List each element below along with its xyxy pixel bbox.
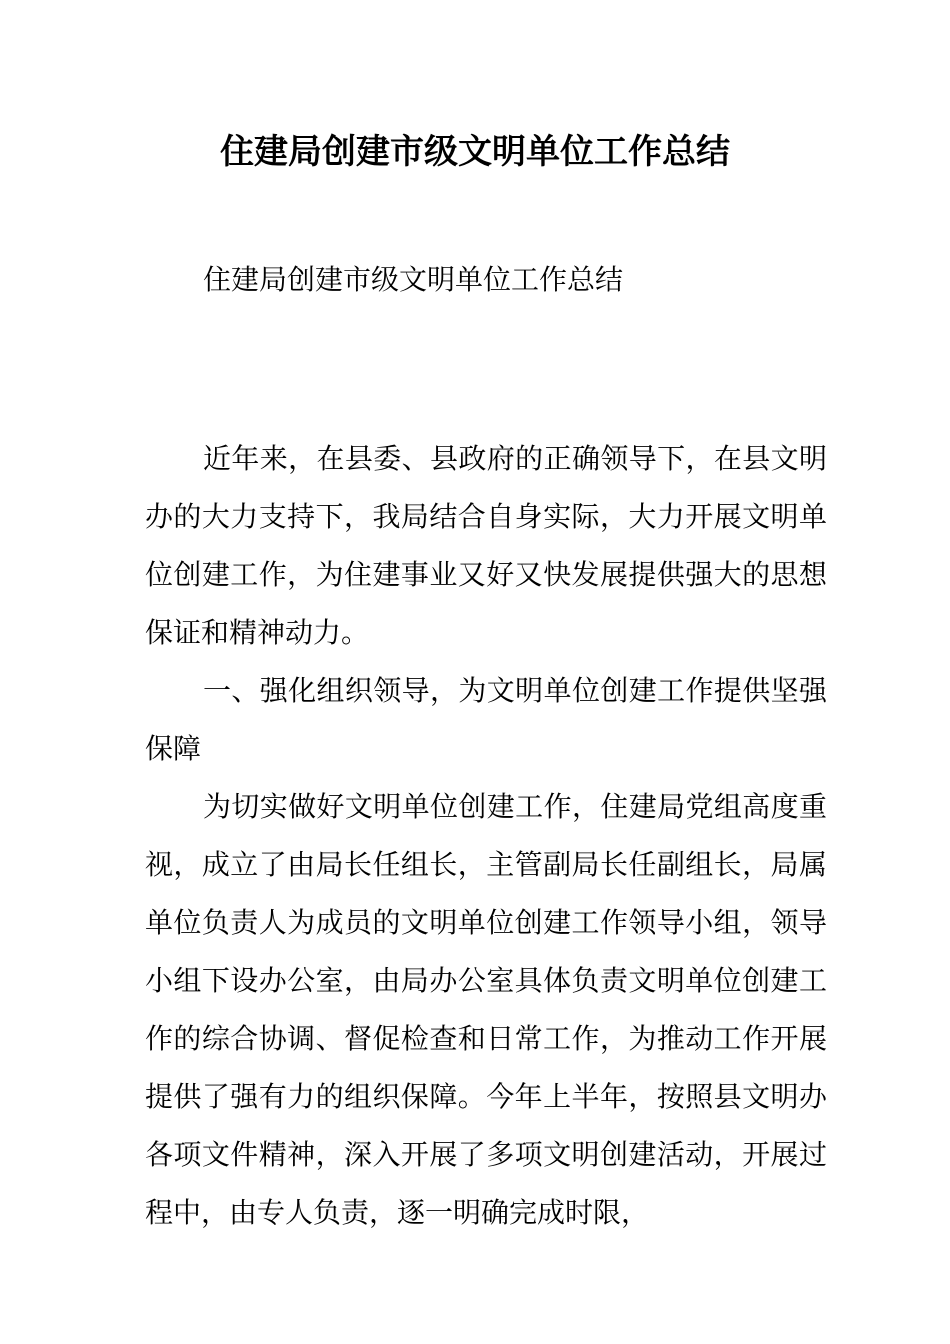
paragraph-intro: 近年来，在县委、县政府的正确领导下，在县文明办的大力支持下，我局结合自身实际，大力开展文明单位创建工作，为住建事业又好又快发展提供强大的思想保证和精神动力。 bbox=[145, 442, 827, 649]
document-subtitle: 住建局创建市级文明单位工作总结 bbox=[203, 263, 624, 296]
paragraph-section-1: 为切实做好文明单位创建工作，住建局党组高度重视，成立了由局长任组长，主管副局长任副组长，局属单位负责人为成员的文明单位创建工作领导小组，领导小组下设办公室，由局办公室具体负责文明单位创建工作的综合协调、督促检查和日常工作，为推动工作开展提供了强有力的组织保障。今年上半年，按照县文明办各项文件精神，深入开展了多项文明创建活动，开展过程中，由专人负责，逐一明确完成时限， bbox=[145, 790, 827, 1229]
document-title: 住建局创建市级文明单位工作总结 bbox=[220, 132, 730, 172]
document-body bbox=[145, 430, 827, 1242]
section-heading-1: 一、强化组织领导，为文明单位创建工作提供坚强保障 bbox=[145, 674, 827, 765]
